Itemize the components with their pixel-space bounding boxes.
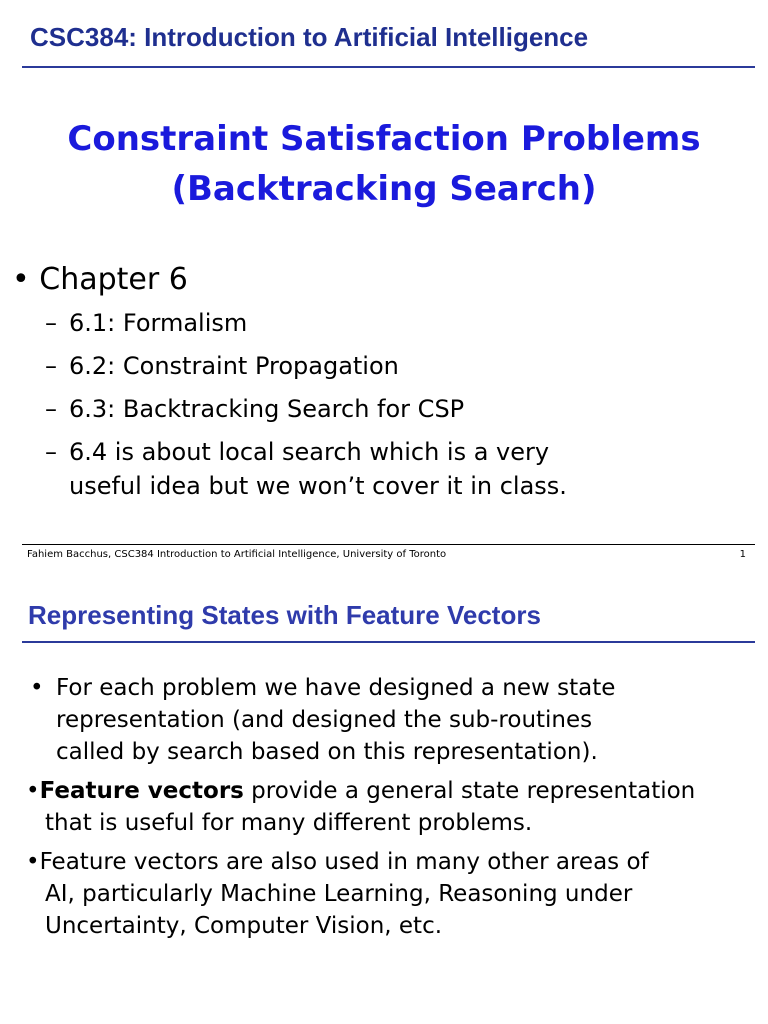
slide-2-header-rule xyxy=(22,641,755,643)
bold-term: Feature vectors xyxy=(39,778,244,804)
section-item xyxy=(45,392,567,426)
bullet-line: provide a general state representation xyxy=(243,778,696,804)
header-rule xyxy=(22,66,755,68)
section-item-text: 6.4 is about local search which is a very xyxy=(69,438,550,466)
slide-title-line-1: Constraint Satisfaction Problems xyxy=(67,119,701,159)
section-item xyxy=(45,435,567,503)
bullet-symbol: • xyxy=(12,262,30,297)
slide-2-title: Representing States with Feature Vectors xyxy=(28,600,541,630)
bullet-line: called by search based on this representation). xyxy=(56,739,598,765)
chapter-bullet xyxy=(12,262,188,297)
bullet-item xyxy=(26,846,756,942)
bullet-line: AI, particularly Machine Learning, Reasoning under xyxy=(45,881,633,907)
bullet-line: Feature vectors are also used in many other areas of xyxy=(39,849,649,875)
section-item xyxy=(45,349,567,383)
section-item-text: 6.3: Backtracking Search for CSP xyxy=(69,395,465,423)
bullet-line: Uncertainty, Computer Vision, etc. xyxy=(45,913,443,939)
bullet-line: that is useful for many different problems. xyxy=(45,810,533,836)
course-title: CSC384: Introduction to Artificial Intelligence xyxy=(30,22,589,52)
footer-rule xyxy=(22,544,755,545)
bullet-line: representation (and designed the sub-routines xyxy=(56,707,593,733)
page-number: 1 xyxy=(739,549,746,560)
dash-symbol: – xyxy=(45,309,57,337)
dash-symbol: – xyxy=(45,438,57,466)
slide-title xyxy=(0,114,768,214)
bullet-line: For each problem we have designed a new state xyxy=(56,675,616,701)
bullet-symbol: • xyxy=(26,849,40,875)
bullet-item xyxy=(26,672,756,768)
section-item-text: 6.2: Constraint Propagation xyxy=(69,352,399,380)
dash-symbol: – xyxy=(45,352,57,380)
slide-2-body xyxy=(26,672,756,942)
section-item-text-continued: useful idea but we won’t cover it in class. xyxy=(69,472,567,500)
slide-footer: Fahiem Bacchus, CSC384 Introduction to Artificial Intelligence, University of Toronto xyxy=(27,549,447,560)
section-item-text: 6.1: Formalism xyxy=(69,309,248,337)
section-item xyxy=(45,306,567,340)
chapter-sections-list xyxy=(45,306,567,512)
chapter-label: Chapter 6 xyxy=(39,262,188,297)
bullet-symbol: • xyxy=(30,675,44,701)
slide-2 xyxy=(0,584,768,1024)
dash-symbol: – xyxy=(45,395,57,423)
bullet-symbol: • xyxy=(26,778,40,804)
slide-title-line-2: (Backtracking Search) xyxy=(171,169,597,209)
bullet-item xyxy=(26,775,756,839)
